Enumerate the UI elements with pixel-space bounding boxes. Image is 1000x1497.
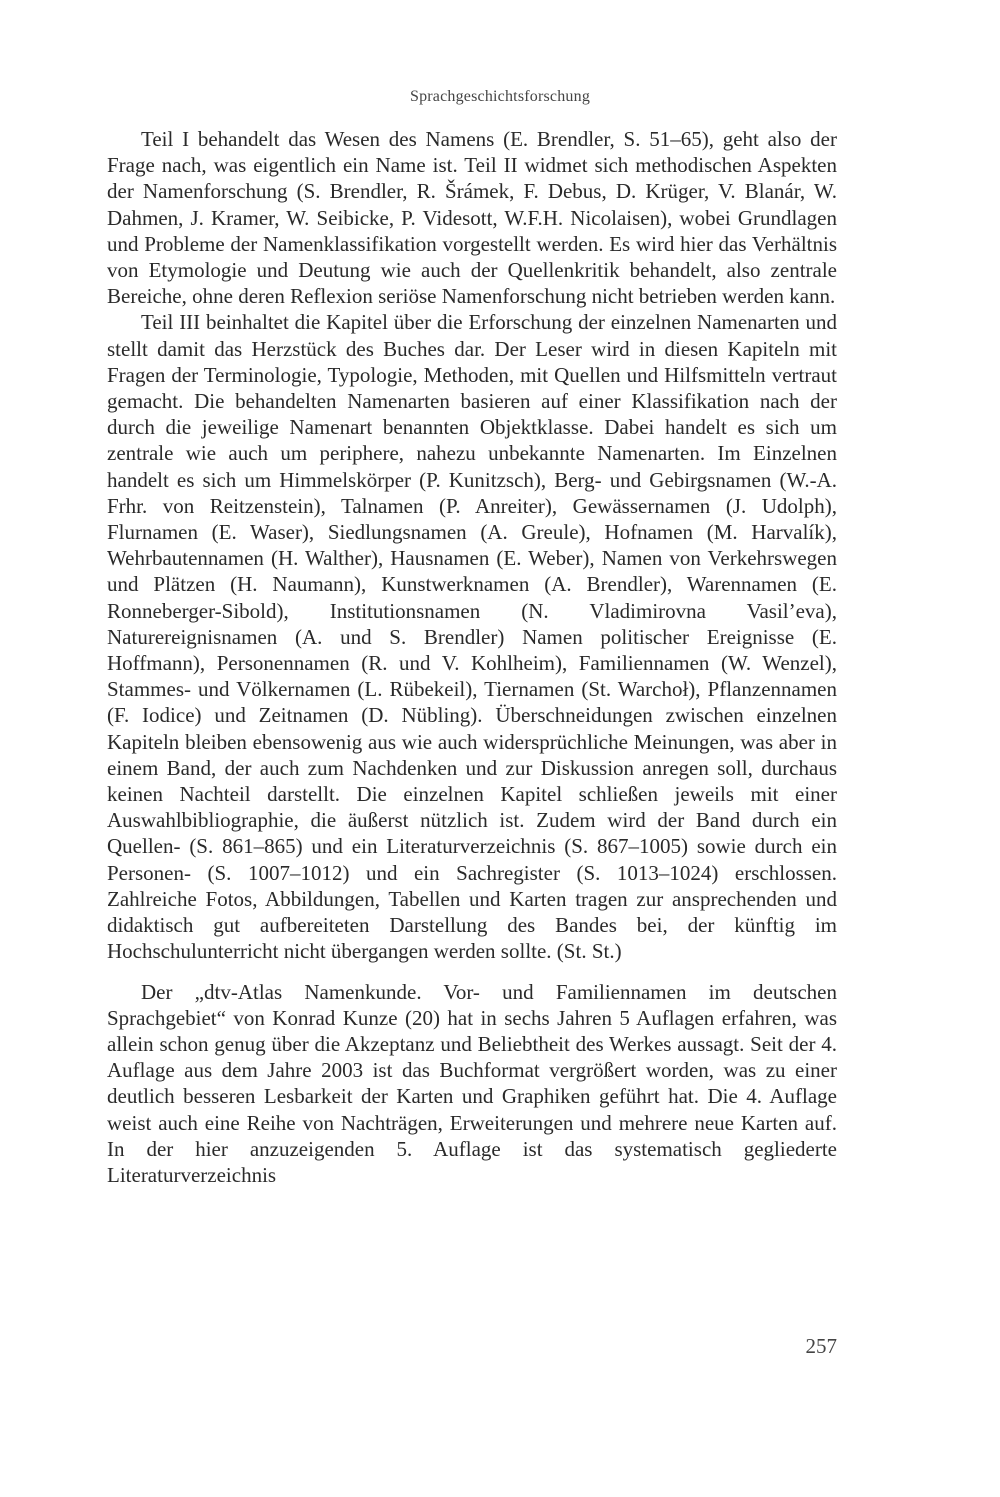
running-head: Sprachgeschichtsforschung [409, 88, 591, 105]
paragraph-dtv-atlas: Der „dtv-Atlas Namenkunde. Vor- und Familiennamen im deutschen Sprachgebiet“ von Konrad Kunze (20) hat in sechs Jahren 5 Auflagen erfahren, was allein schon genug über die Akzeptanz und Beliebtheit des Werkes aussagt. Seit der 4. Auflage aus dem Jahre 2003 ist das Buchformat vergrößert worden, was zu einer deutlich besseren Lesbarkeit der Karten und Graphiken geführt hat. Die 4. Auflage weist auch eine Reihe von Nachträgen, Erweiterungen und mehrere neue Karten auf. In der hier anzuzeigenden 5. Auflage ist das systematisch gegliederte Literaturverzeichnis [107, 979, 837, 1187]
paragraph-part-one-two: Teil I behandelt das Wesen des Namens (E. Brendler, S. 51–65), geht also der Frage nach, was eigentlich ein Name ist. Teil II widmet sich methodischen Aspekten der Namenforschung (S. Brendler, R. Šrámek, F. Debus, D. Krüger, V. Blanár, W. Dahmen, J. Kramer, W. Seibicke, P. Videsott, W.F.H. Nicolaisen), wobei Grundlagen und Probleme der Namenklassifikation vorgestellt werden. Es wird hier das Verhältnis von Etymologie und Deutung wie auch der Quellenkritik behandelt, also zentrale Bereiche, ohne deren Reflexion seriöse Namenforschung nicht betrieben werden kann. [107, 127, 837, 309]
body-text [107, 126, 837, 1188]
paragraph-part-three: Teil III beinhaltet die Kapitel über die Erforschung der einzelnen Namenarten und stellt damit das Herzstück des Buches dar. Der Leser wird in diesen Kapiteln mit Fragen der Terminologie, Typologie, Methoden, mit Quellen und Hilfsmitteln vertraut gemacht. Die behandelten Namenarten basieren auf einer Klassifikation nach der durch die jeweilige Namenart benannten Objektklasse. Dabei handelt es sich um zentrale wie auch um periphere, nahezu unbekannte Namenarten. Im Einzelnen handelt es sich um Himmelskörper (P. Kunitzsch), Berg- und Gebirgsnamen (W.-A. Frhr. von Reitzenstein), Talnamen (P. Anreiter), Gewässernamen (J. Udolph), Flurnamen (E. Waser), Siedlungsnamen (A. Greule), Hofnamen (M. Harvalík), Wehrbautennamen (H. Walther), Hausnamen (E. Weber), Namen von Verkehrswegen und Plätzen (H. Naumann), Kunstwerknamen (A. Brendler), Warennamen (E. Ronneberger-Sibold), Institutionsnamen (N. Vladimirovna Vasil’eva), Naturereignisnamen (A. und S. Brendler) Namen politischer Ereignisse (E. Hoffmann), Personennamen (R. und V. Kohlheim), Familiennamen (W. Wenzel), Stammes- und Völkernamen (L. Rübekeil), Tiernamen (St. Warchoł), Pflanzennamen (F. Iodice) und Zeitnamen (D. Nübling). Überschneidungen zwischen einzelnen Kapiteln bleiben ebensowenig aus wie auch widersprüchliche Meinungen, was aber in einem Band, der auch zum Nachdenken und zur Diskussion anregen soll, durchaus keinen Nachteil darstellt. Die einzelnen Kapitel schließen jeweils mit einer Auswahlbibliographie, die äußerst nützlich ist. Zudem wird der Band durch ein Quellen- (S. 861–865) und ein Literaturverzeichnis (S. 867–1005) sowie durch ein Personen- (S. 1007–1012) und ein Sachregister (S. 1013–1024) erschlossen. Zahlreiche Fotos, Abbildungen, Tabellen und Karten tragen zur ansprechenden und didaktisch gut aufbereiteten Darstellung des Bandes bei, der künftig im Hochschulunterricht nicht übergangen werden sollte. (St. St.) [107, 310, 837, 964]
page-number: 257 [805, 1334, 837, 1358]
